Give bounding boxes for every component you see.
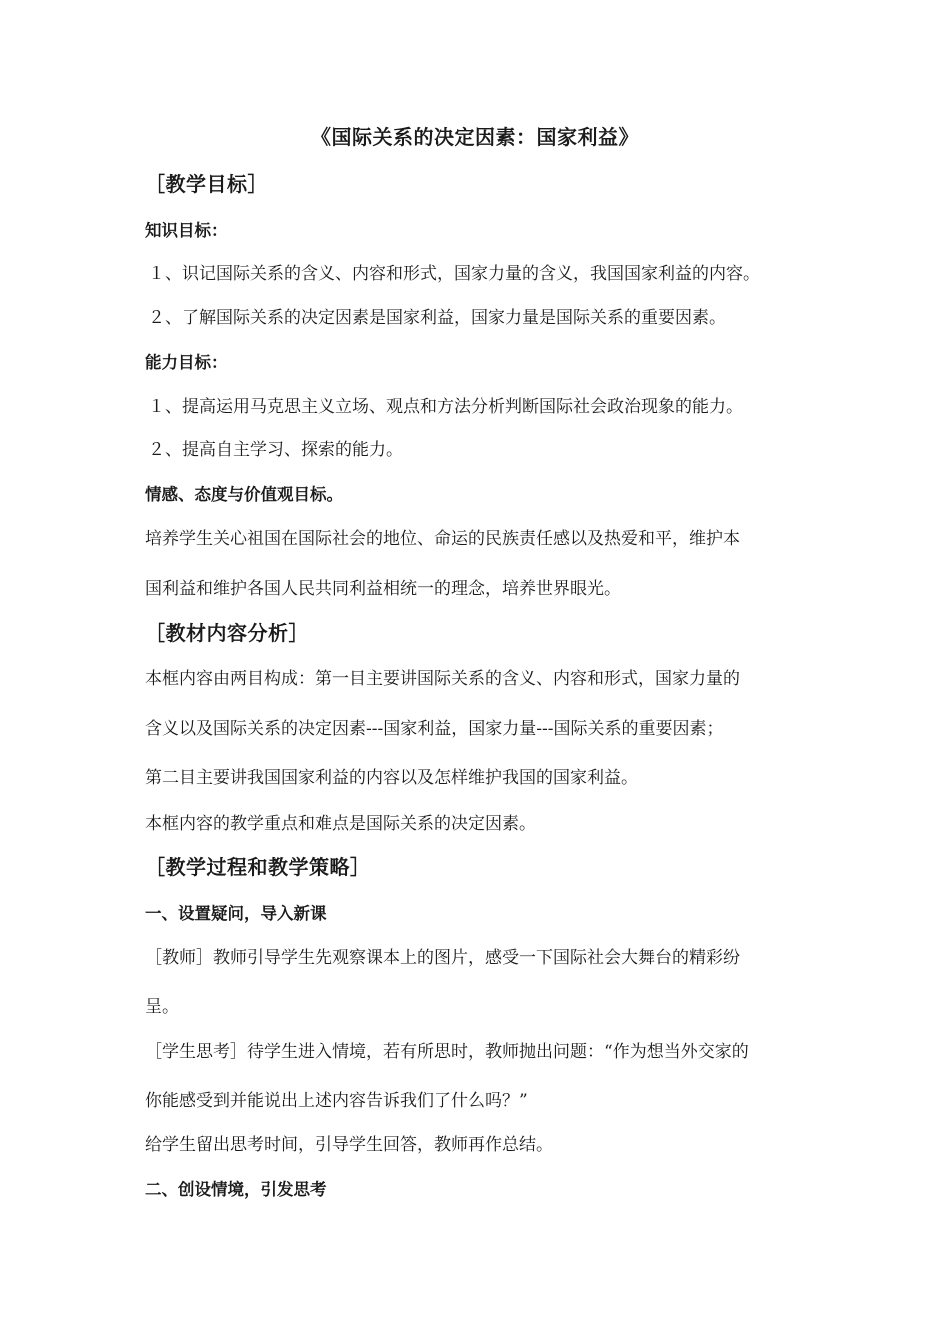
process-step-1-line-3: ［学生思考］待学生进入情境，若有所思时，教师抛出问题：“作为想当外交家的 (145, 1042, 749, 1062)
section-heading-process: ［教学过程和教学策略］ (145, 855, 371, 879)
process-step-1-line-5: 给学生留出思考时间，引导学生回答，教师再作总结。 (145, 1135, 553, 1155)
analysis-line-4: 本框内容的教学重点和难点是国际关系的决定因素。 (145, 814, 536, 834)
ability-objectives-label: 能力目标： (145, 353, 228, 372)
values-objectives-label: 情感、态度与价值观目标。 (145, 485, 343, 504)
process-step-1-line-4: 你能感受到并能说出上述内容告诉我们了什么吗？” (145, 1091, 528, 1111)
knowledge-objective-2: ２、了解国际关系的决定因素是国家利益，国家力量是国际关系的重要因素。 (148, 308, 726, 328)
analysis-line-3: 第二目主要讲我国国家利益的内容以及怎样维护我国的国家利益。 (145, 768, 638, 788)
knowledge-objective-1: １、识记国际关系的含义、内容和形式，国家力量的含义，我国国家利益的内容。 (148, 264, 760, 284)
analysis-line-2: 含义以及国际关系的决定因素---国家利益，国家力量---国际关系的重要因素； (145, 719, 724, 739)
ability-objective-1: １、提高运用马克思主义立场、观点和方法分析判断国际社会政治现象的能力。 (148, 397, 743, 417)
section-heading-objectives: ［教学目标］ (145, 172, 268, 196)
knowledge-objectives-label: 知识目标： (145, 221, 228, 240)
values-objective-line-1: 培养学生关心祖国在国际社会的地位、命运的民族责任感以及热爱和平，维护本 (145, 529, 740, 549)
process-step-1-label: 一、设置疑问，导入新课 (145, 904, 327, 923)
process-step-1-line-1: ［教师］教师引导学生先观察课本上的图片，感受一下国际社会大舞台的精彩纷 (145, 948, 740, 968)
section-heading-analysis: ［教材内容分析］ (145, 621, 309, 645)
document-title: 《国际关系的决定因素：国家利益》 (311, 125, 639, 149)
values-objective-line-2: 国利益和维护各国人民共同利益相统一的理念，培养世界眼光。 (145, 579, 621, 599)
analysis-line-1: 本框内容由两目构成：第一目主要讲国际关系的含义、内容和形式，国家力量的 (145, 669, 740, 689)
process-step-2-label: 二、创设情境，引发思考 (145, 1180, 327, 1199)
process-step-1-line-2: 呈。 (145, 997, 179, 1017)
ability-objective-2: ２、提高自主学习、探索的能力。 (148, 440, 403, 460)
